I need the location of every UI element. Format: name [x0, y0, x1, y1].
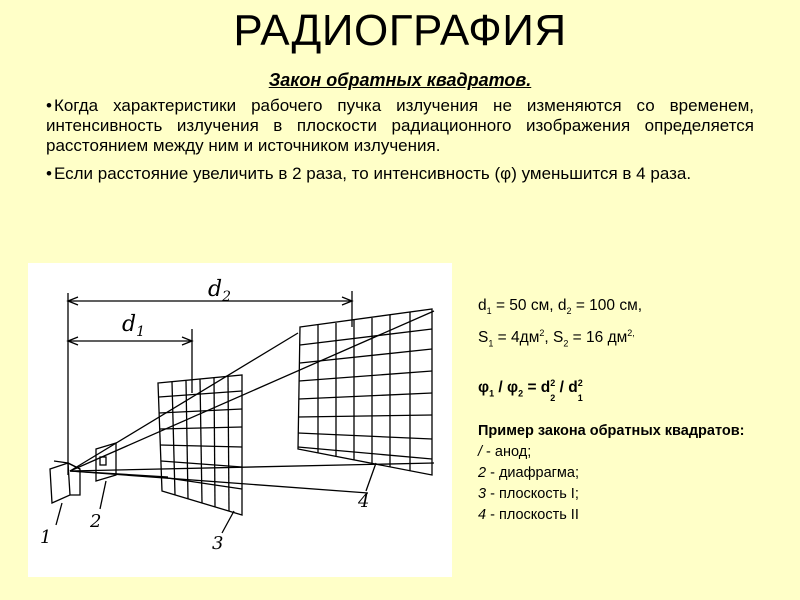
diaphragm-aperture — [100, 457, 106, 465]
label-2: 2 — [90, 511, 102, 532]
legend-item: 2 - диафрагма; — [478, 464, 579, 481]
plane-ii-grid — [298, 309, 432, 475]
d1-label: $d_1$ — [122, 312, 146, 340]
beam-ray — [70, 471, 168, 477]
bullet-text: Когда характеристики рабочего пучка излучения не изменяются со временем, интенсивность излучения в плоскости радиационного изображения определяется расстоянием между ним и источником излучения. — [46, 96, 754, 155]
legend-item: 4 - плоскость II — [478, 506, 579, 523]
bullet-marker: • — [46, 96, 52, 115]
area-values: $S_1 = 4дм^2$, $S_2 = 16$ $дм^{2,}$ — [478, 328, 635, 349]
bullet-list — [46, 96, 754, 192]
legend-title: Пример закона обратных квадратов: — [478, 422, 745, 439]
legend-item: 3 - плоскость I; — [478, 485, 579, 502]
inverse-square-figure — [28, 263, 452, 577]
leader-line-1 — [56, 503, 62, 525]
bullet-text: Если расстояние увеличить в 2 раза, то интенсивность (φ) уменьшится в 4 раза. — [53, 164, 692, 183]
leader-line-4 — [366, 463, 376, 491]
plane-i-grid — [158, 375, 242, 515]
inverse-square-diagram — [28, 263, 452, 577]
legend-item: / - анод; — [478, 443, 532, 460]
label-3: 3 — [212, 533, 224, 554]
slide-title: РАДИОГРАФИЯ — [233, 6, 567, 55]
distance-values: $d_1 = 50$ см, $d_2 = 100$ см, — [478, 297, 643, 317]
bullet-marker: • — [46, 164, 52, 183]
leader-line-2 — [100, 481, 106, 509]
label-4: 4 — [358, 491, 370, 512]
label-1: 1 — [40, 527, 52, 548]
anode-shape — [50, 463, 70, 503]
bullet-item — [46, 96, 754, 156]
figure-legend — [478, 421, 778, 526]
bullet-item — [46, 164, 754, 184]
inverse-square-formula: $\varphi_1 / \varphi_2 = d_2^2 / d_1^2$ — [478, 378, 583, 403]
d2-label: $d_2$ — [208, 277, 232, 305]
leader-line-3 — [222, 511, 234, 533]
info-panel — [478, 295, 778, 526]
beam-ray — [70, 333, 298, 471]
slide-subtitle: Закон обратных квадратов. — [268, 70, 532, 90]
